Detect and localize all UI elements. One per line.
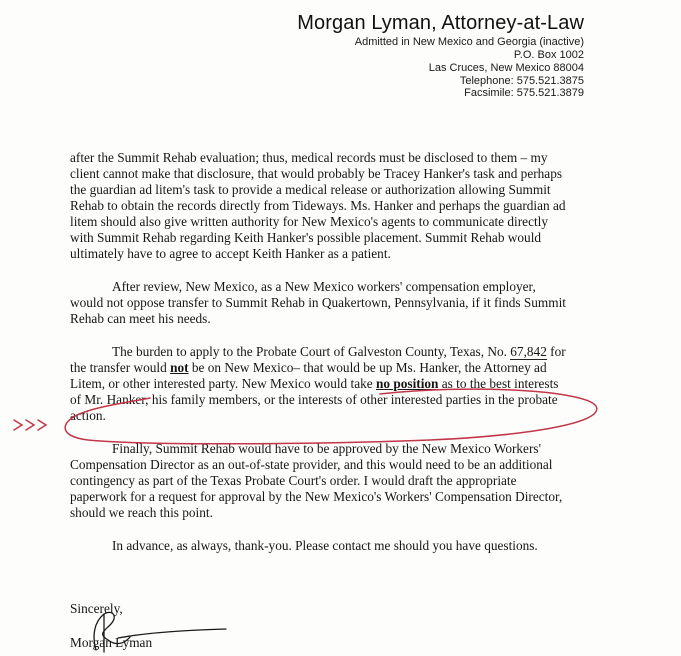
- p3-part-a: The burden to apply to the Probate Court of Galveston County, Texas, No.: [112, 344, 511, 359]
- case-number: 67,842: [510, 344, 547, 359]
- admission-line: Admitted in New Mexico and Georgia (inactive): [354, 35, 584, 48]
- arrow-mark-2: [26, 420, 34, 430]
- p3-part-d: as to the best interests of Mr. Hanker, his family members, or the interests of other interested parties in the probate action.: [70, 376, 559, 423]
- attorney-name: Morgan Lyman, Attorney-at-Law: [297, 12, 584, 34]
- telephone-line: Telephone: 575.521.3875: [459, 74, 584, 87]
- paragraph-2: After review, New Mexico, as a New Mexico workers' compensation employer, would not oppose transfer to Summit Rehab in Quakertown, Pennsylvania, if it finds Summit Rehab can meet his needs.: [70, 279, 566, 326]
- facsimile-line: Facsimile: 575.521.3879: [464, 87, 584, 100]
- emphasis-not: not: [170, 360, 189, 375]
- signature-mark: [94, 612, 226, 652]
- paragraph-4: Finally, Summit Rehab would have to be approved by the New Mexico Workers' Compensation Director as an out-of-state provider, and this would need to be an additional contingency as part of the Texas Probate Court's order. I would draft the appropriate paperwork for a request for approval by the New Mexico's Workers' Compensation Director, should we reach this point.: [70, 441, 563, 520]
- p3-part-c: be on New Mexico– that would be up Ms. Hanker, the Attorney ad Litem, or other interested party. New Mexico would take: [70, 360, 547, 391]
- arrow-mark-1: [14, 420, 22, 430]
- p3-part-b: for the transfer would: [70, 344, 566, 375]
- emphasis-no-position: no position: [375, 376, 439, 391]
- closing: Sincerely,: [70, 601, 123, 616]
- hand-drawn-ellipse: [65, 389, 597, 444]
- arrow-mark-3: [38, 420, 46, 430]
- city-line: Las Cruces, New Mexico 88004: [428, 61, 584, 74]
- po-box: P.O. Box 1002: [513, 48, 584, 61]
- paragraph-1: after the Summit Rehab evaluation; thus, medical records must be disclosed to them – my client cannot make that disclosure, that would probably be Tracey Hanker's task and perhaps the guardian ad litem's task to provide a medical release or authorization allowing Summit Rehab to obtain the records directly from Tideways. Ms. Hanker and perhaps the guardian ad litem should also give written authority for New Mexico's agents to communicate directly with Summit Rehab regarding Keith Hanker's possible placement. Summit Rehab would ultimately have to agree to accept Keith Hanker as a patient.: [70, 150, 566, 261]
- paragraph-5: In advance, as always, thank-you. Please contact me should you have questions.: [112, 538, 538, 553]
- signer-name: Morgan Lyman: [70, 635, 153, 650]
